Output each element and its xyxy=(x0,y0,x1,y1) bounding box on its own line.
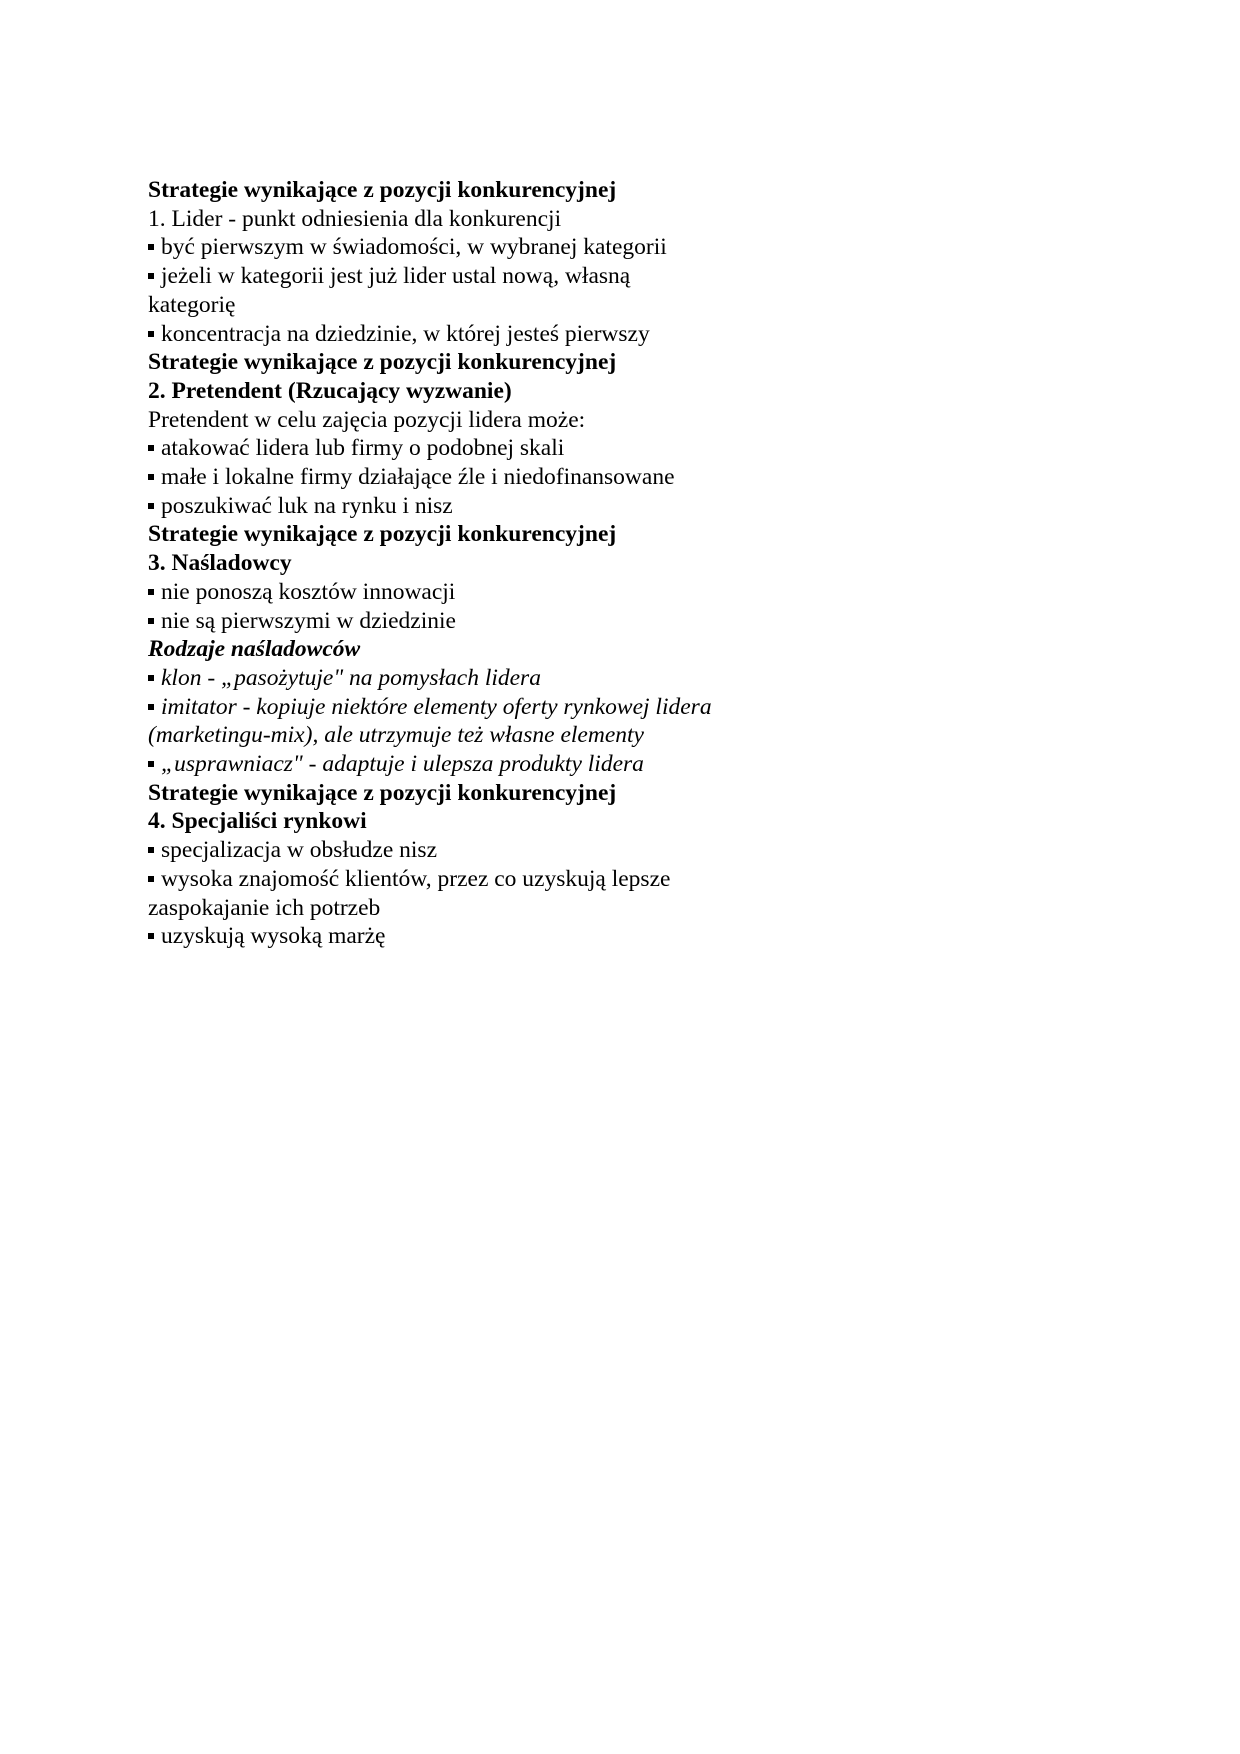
line-text: Strategie wynikające z pozycji konkurencyjnej xyxy=(148,349,617,376)
text-line xyxy=(148,894,848,923)
bullet-item xyxy=(148,693,848,722)
bullet-icon xyxy=(148,675,154,681)
line-text: koncentracja na dziedzinie, w której jesteś pierwszy xyxy=(161,320,650,347)
line-text: 4. Specjaliści rynkowi xyxy=(148,808,367,835)
text-line xyxy=(148,205,848,234)
line-text: atakować lidera lub firmy o podobnej skali xyxy=(161,435,565,462)
section-heading xyxy=(148,635,848,664)
bullet-item xyxy=(148,233,848,262)
bullet-icon xyxy=(148,704,154,710)
bullet-icon xyxy=(148,589,154,595)
bullet-icon xyxy=(148,445,154,451)
section-heading xyxy=(148,348,848,377)
bullet-icon xyxy=(148,273,154,279)
bullet-item xyxy=(148,607,848,636)
line-text: Pretendent w celu zajęcia pozycji lidera może: xyxy=(148,406,586,433)
bullet-icon xyxy=(148,244,154,250)
bullet-icon xyxy=(148,474,154,480)
text-line xyxy=(148,406,848,435)
line-text: małe i lokalne firmy działające źle i niedofinansowane xyxy=(161,464,675,491)
bullet-item xyxy=(148,865,848,894)
line-text: klon - „pasożytuje" na pomysłach lidera xyxy=(161,664,541,691)
bullet-item xyxy=(148,320,848,349)
bullet-item xyxy=(148,578,848,607)
section-heading xyxy=(148,176,848,205)
bullet-item xyxy=(148,836,848,865)
section-heading xyxy=(148,520,848,549)
line-text: zaspokajanie ich potrzeb xyxy=(148,894,381,921)
bullet-icon xyxy=(148,933,154,939)
line-text: nie ponoszą kosztów innowacji xyxy=(161,578,456,605)
bullet-item xyxy=(148,262,848,291)
bullet-icon xyxy=(148,761,154,767)
bullet-icon xyxy=(148,876,154,882)
bullet-item xyxy=(148,922,848,951)
section-heading xyxy=(148,779,848,808)
section-heading xyxy=(148,377,848,406)
line-text: poszukiwać luk na rynku i nisz xyxy=(161,492,453,519)
line-text: Strategie wynikające z pozycji konkurencyjnej xyxy=(148,521,617,548)
bullet-item xyxy=(148,664,848,693)
document-body xyxy=(148,176,848,951)
line-text: imitator - kopiuje niektóre elementy oferty rynkowej lidera xyxy=(161,693,712,720)
bullet-icon xyxy=(148,331,154,337)
text-line xyxy=(148,721,848,750)
line-text: specjalizacja w obsłudze nisz xyxy=(161,837,438,864)
line-text: Strategie wynikające z pozycji konkurencyjnej xyxy=(148,177,617,203)
line-text: jeżeli w kategorii jest już lider ustal nową, własną xyxy=(161,263,631,290)
line-text: uzyskują wysoką marżę xyxy=(161,923,386,950)
bullet-icon xyxy=(148,847,154,853)
bullet-item xyxy=(148,492,848,521)
line-text: Strategie wynikające z pozycji konkurencyjnej xyxy=(148,779,617,806)
line-text: kategorię xyxy=(148,291,236,318)
text-line xyxy=(148,291,848,320)
section-heading xyxy=(148,807,848,836)
section-heading xyxy=(148,549,848,578)
line-text: 1. Lider - punkt odniesienia dla konkurencji xyxy=(148,205,562,232)
line-text: (marketingu-mix), ale utrzymuje też własne elementy xyxy=(148,722,644,749)
bullet-item xyxy=(148,434,848,463)
bullet-item xyxy=(148,463,848,492)
line-text: „usprawniacz" - adaptuje i ulepsza produkty lidera xyxy=(161,751,644,778)
line-text: nie są pierwszymi w dziedzinie xyxy=(161,607,456,634)
bullet-item xyxy=(148,750,848,779)
bullet-icon xyxy=(148,503,154,509)
bullet-icon xyxy=(148,618,154,624)
line-text: 3. Naśladowcy xyxy=(148,550,292,577)
line-text: być pierwszym w świadomości, w wybranej kategorii xyxy=(161,234,667,261)
line-text: Rodzaje naśladowców xyxy=(148,636,361,663)
line-text: 2. Pretendent (Rzucający wyzwanie) xyxy=(148,377,512,404)
line-text: wysoka znajomość klientów, przez co uzyskują lepsze xyxy=(161,865,671,892)
